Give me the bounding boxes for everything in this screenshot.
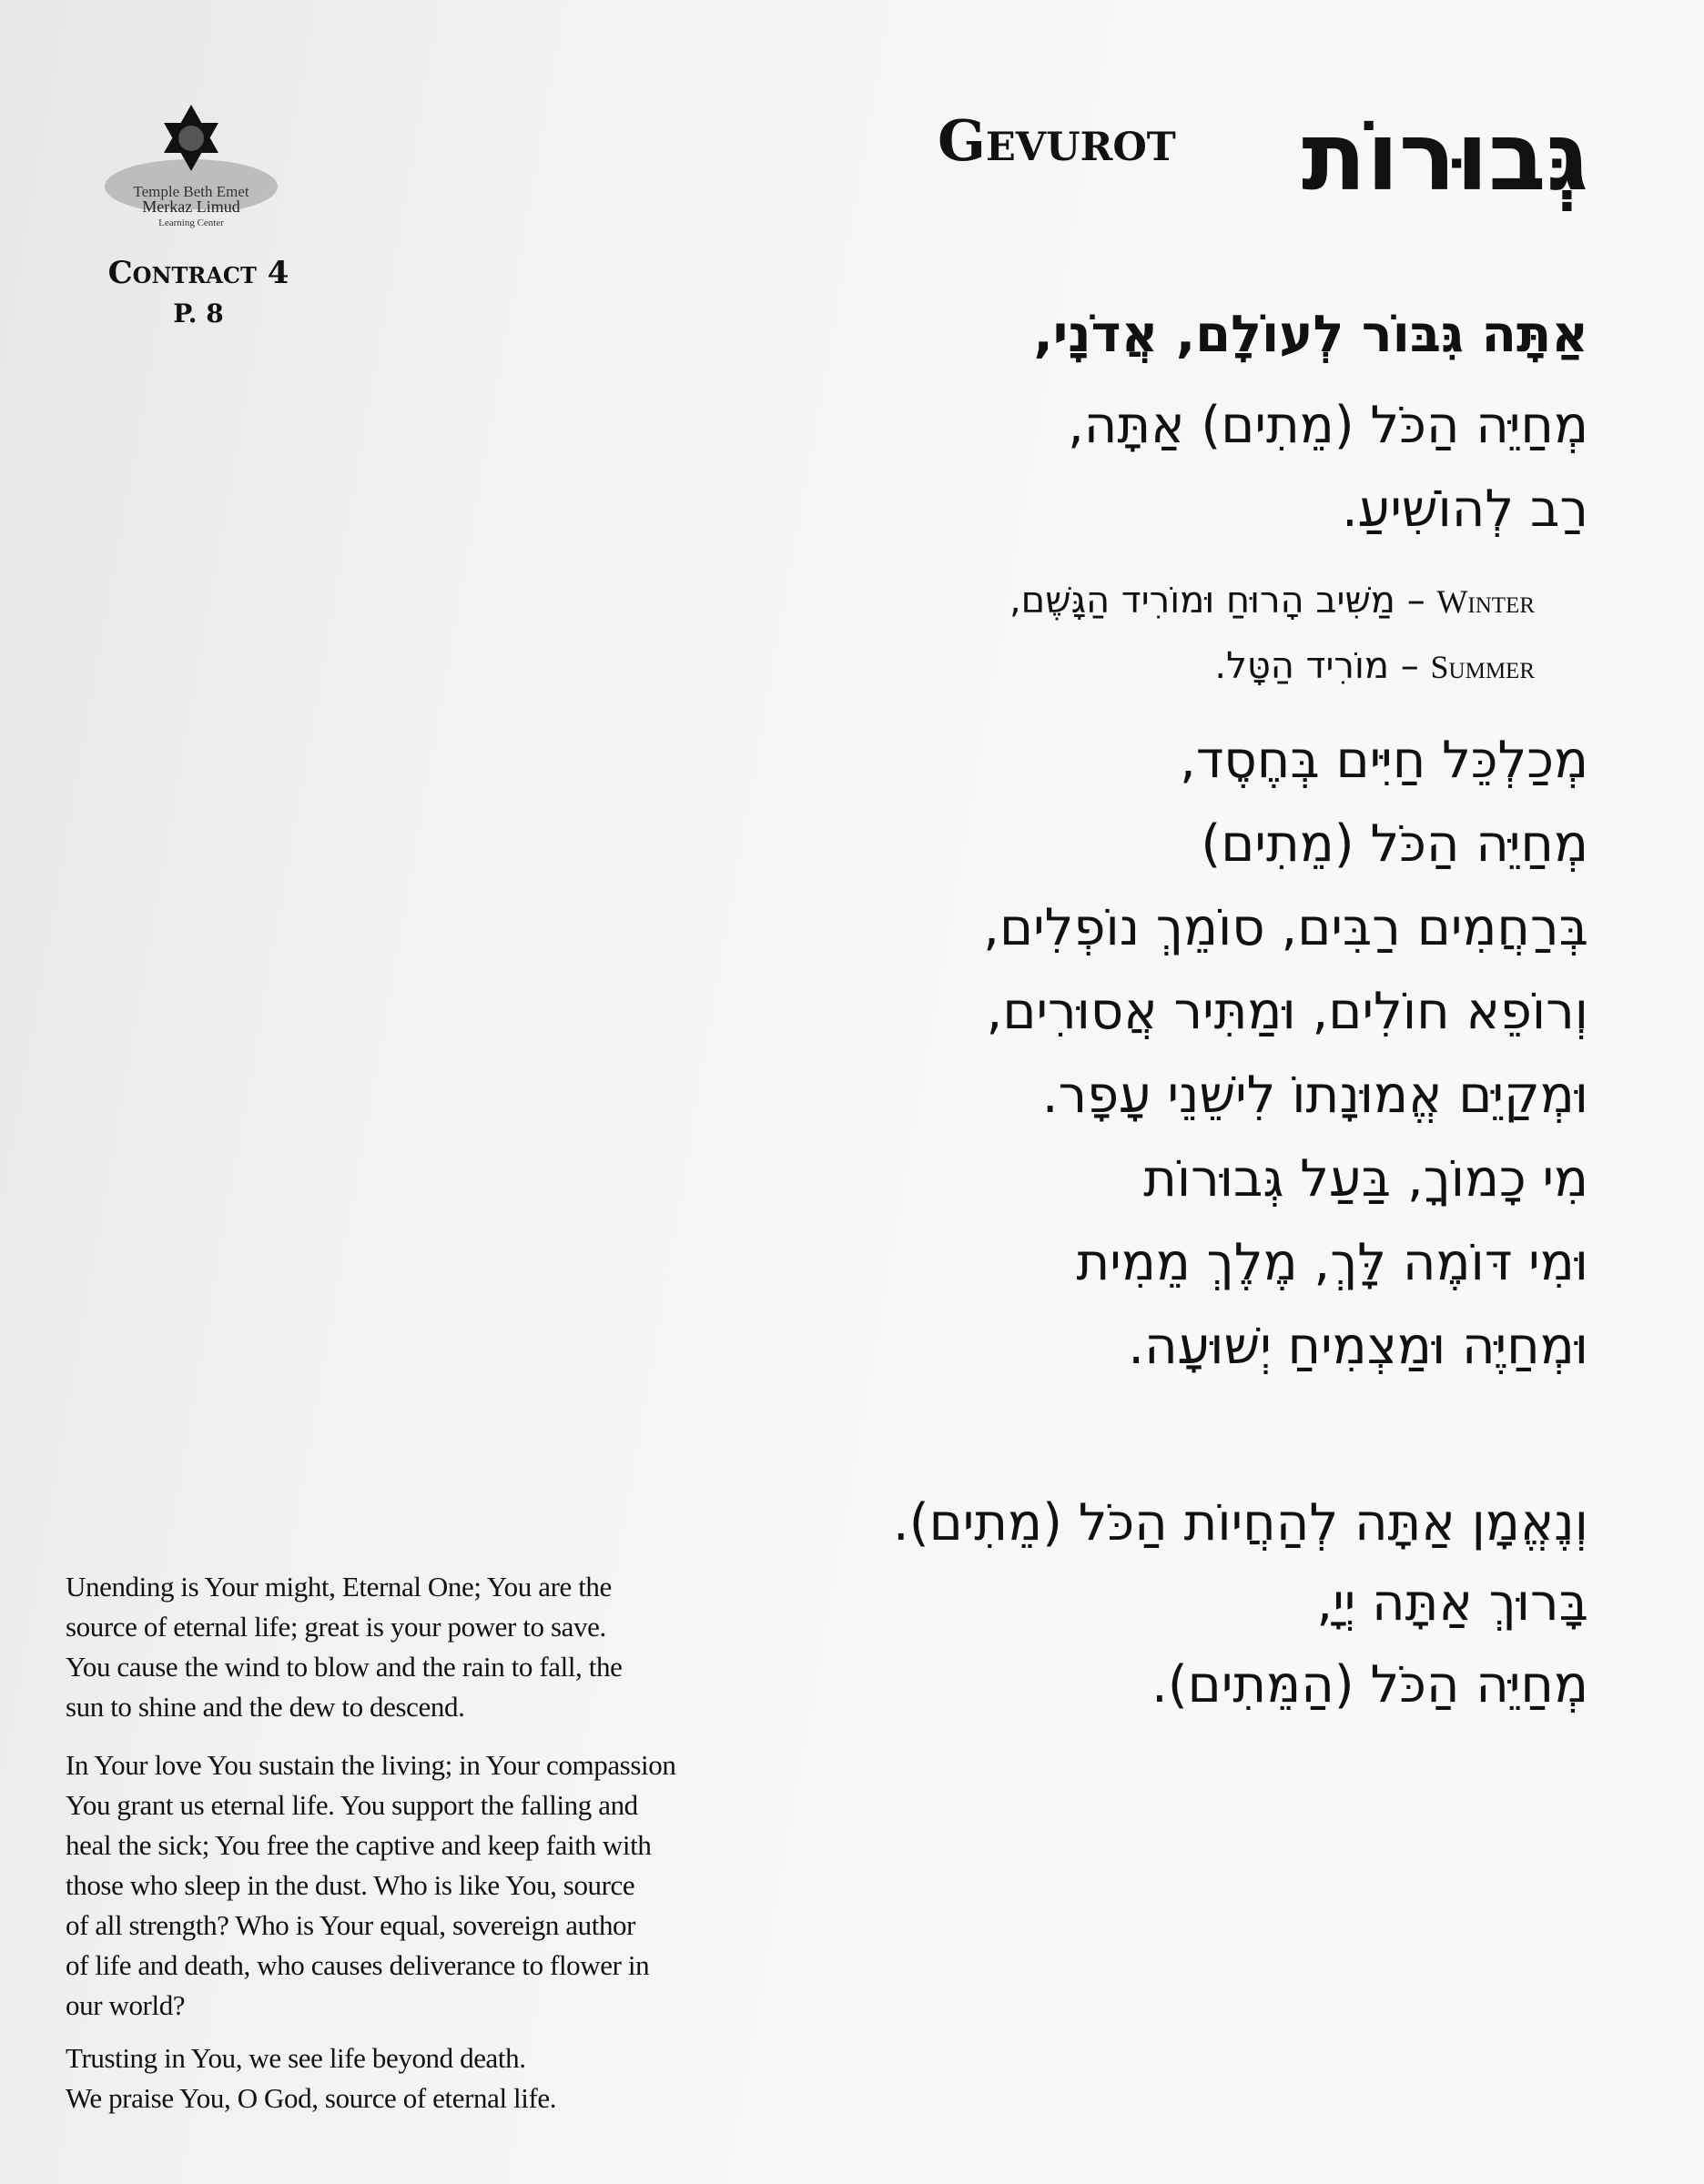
temple-logo	[100, 100, 282, 246]
text-line: of life and death, who causes deliverance to flower in	[66, 1949, 650, 1981]
text-line: You grant us eternal life. You support the falling and	[66, 1789, 638, 1821]
english-paragraph-2	[66, 1745, 794, 2026]
logo-line2: Merkaz Limud	[142, 197, 240, 216]
text-line: In Your love You sustain the living; in Your compassion	[66, 1749, 676, 1781]
hebrew-line: רַב לְהוֹשִׁיעַ.	[1341, 480, 1588, 539]
hebrew-line: בָּרוּךְ אַתָּה יְיָ,	[1316, 1573, 1588, 1633]
english-paragraph-3	[66, 2038, 776, 2118]
seasonal-summer	[1214, 645, 1535, 687]
summer-label: Summer	[1430, 649, 1535, 685]
contract-label: Contract 4	[107, 255, 289, 291]
hebrew-line: מְכַלְכֵּל חַיִּים בְּחֶסֶד,	[1180, 731, 1588, 790]
text-line: of all strength? Who is Your equal, sovereign author	[66, 1909, 636, 1941]
logo-line3: Learning Center	[158, 217, 224, 228]
text-line: sun to shine and the dew to descend.	[66, 1691, 465, 1723]
text-line: those who sleep in the dust. Who is like You, source	[66, 1869, 635, 1901]
dash: –	[1406, 580, 1425, 622]
winter-text: מַשִּׁיב הָרוּחַ וּמוֹרִיד הַגָּשֶׁם,	[1009, 580, 1395, 622]
hebrew-line: וּמִי דּוֹמֶה לָּךְ, מֶלֶךְ מֵמִית	[1076, 1233, 1588, 1292]
text-line: Trusting in You, we see life beyond death.	[66, 2042, 526, 2074]
text-line: heal the sick; You free the captive and keep faith with	[66, 1829, 652, 1861]
dash: –	[1400, 645, 1419, 687]
text-line: our world?	[66, 1989, 186, 2021]
title-hebrew: גְּבוּרוֹת	[1302, 101, 1588, 212]
hebrew-line: אַתָּה גִּבּוֹר לְעוֹלָם, אֲדֹנָי,	[1033, 305, 1588, 364]
text-line: We praise You, O God, source of eternal life.	[66, 2082, 557, 2114]
hebrew-line: וְנֶאֱמָן אַתָּה לְהַחֲיוֹת הַכֹּל (מֵתִים).	[892, 1493, 1588, 1552]
winter-label: Winter	[1436, 583, 1535, 620]
hebrew-line: וּמְקַיֵּם אֱמוּנָתוֹ לִישֵׁנֵי עָפָר.	[1041, 1066, 1588, 1125]
hebrew-line: מְחַיֵּה הַכֹּל (מֵתִים)	[1201, 814, 1588, 874]
seasonal-winter	[1009, 580, 1535, 622]
hebrew-line: וְרוֹפֵא חוֹלִים, וּמַתִּיר אֲסוּרִים,	[986, 982, 1588, 1041]
text-line: Unending is Your might, Eternal One; You are the	[66, 1571, 612, 1603]
text-line: source of eternal life; great is your power to save.	[66, 1611, 606, 1643]
logo-line1: Temple Beth Emet	[133, 183, 249, 200]
hebrew-line: מְחַיֵּה הַכֹּל (מֵתִים) אַתָּה,	[1067, 396, 1588, 455]
hebrew-line: וּמְחַיֶּה וּמַצְמִיחַ יְשׁוּעָה.	[1128, 1317, 1588, 1376]
title-english: Gevurot	[938, 107, 1176, 174]
text-line: You cause the wind to blow and the rain to fall, the	[66, 1651, 623, 1683]
hebrew-line: מְחַיֵּה הַכֹּל (הַמֵּתִים).	[1151, 1655, 1588, 1714]
summer-text: מוֹרִיד הַטָּל.	[1214, 645, 1390, 687]
page-number: P. 8	[173, 298, 224, 329]
hebrew-line: בְּרַחֲמִים רַבִּים, סוֹמֵךְ נוֹפְלִים,	[983, 898, 1588, 957]
hebrew-line: מִי כָמוֹךָ, בַּעַל גְּבוּרוֹת	[1143, 1149, 1588, 1208]
english-paragraph-1	[66, 1567, 776, 1727]
